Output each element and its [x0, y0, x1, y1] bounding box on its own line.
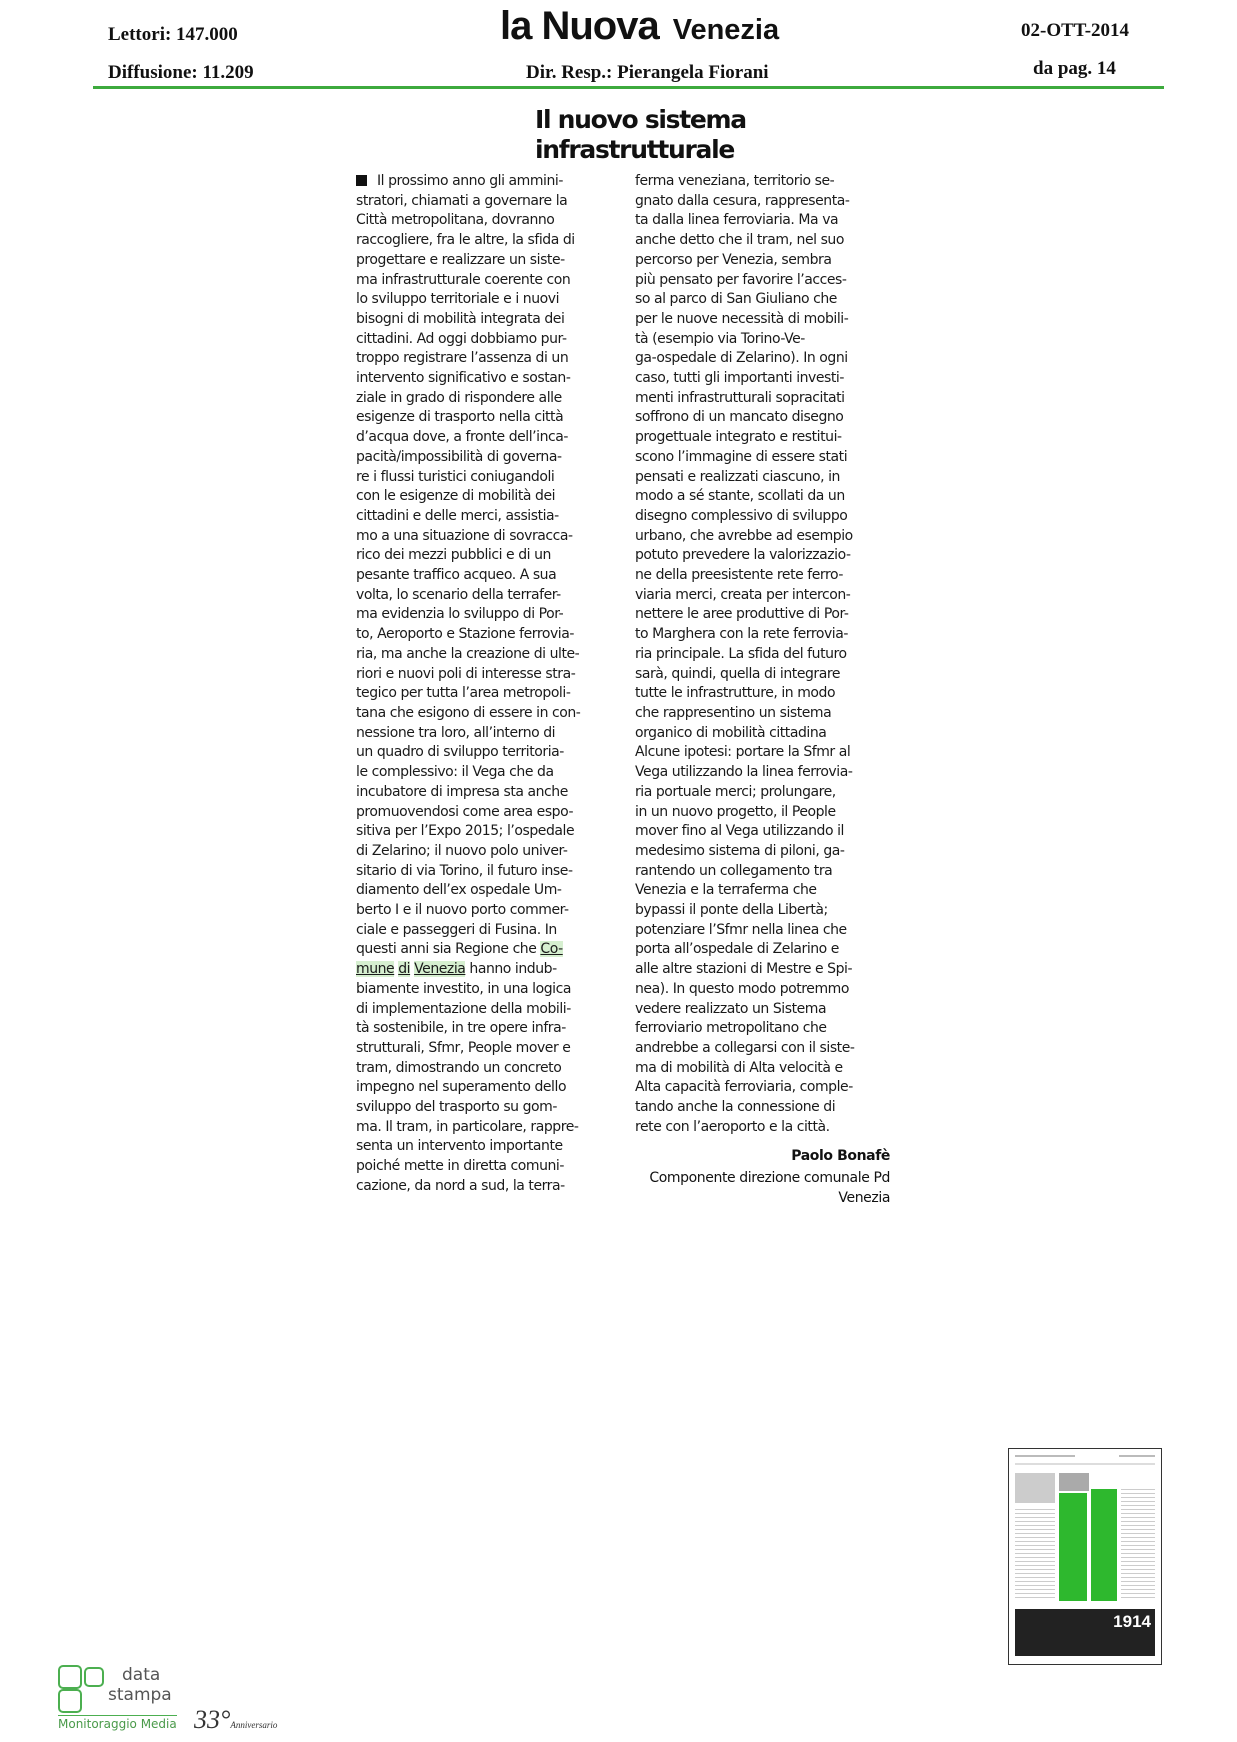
article-line: le complessivo: il Vega che da	[356, 764, 554, 781]
author-role-line-1: Componente direzione comunale Pd	[649, 1170, 890, 1186]
article-line: organico di mobilità cittadina	[635, 724, 827, 741]
title-line-2: infrastrutturale	[535, 135, 735, 164]
article-line: in un nuovo progetto, il People	[635, 803, 836, 820]
article-line: pacità/impossibilità di governa-	[356, 448, 562, 465]
article-line: ma infrastrutturale coerente con	[356, 271, 571, 288]
logo-tagline: Monitoraggio Media	[58, 1717, 177, 1731]
highlight-term: mune	[356, 961, 395, 978]
circulation-count: Diffusione: 11.209	[108, 62, 254, 83]
logo-word-stampa: stampa	[108, 1685, 172, 1705]
article-line: rete con l’aeroporto e la città.	[635, 1118, 830, 1135]
article-line: raccogliere, fra le altre, la sfida di	[356, 232, 575, 249]
article-line: riori e nuovi poli di interesse stra-	[356, 665, 576, 682]
article-line: ria principale. La sfida del futuro	[635, 645, 847, 662]
article-line: sitario di via Torino, il futuro inse-	[356, 862, 573, 879]
article-line: scono l’immagine di essere stati	[635, 448, 848, 465]
masthead	[500, 4, 779, 49]
article-line: troppo registrare l’assenza di un	[356, 350, 569, 367]
article-line: progettare e realizzare un siste-	[356, 251, 565, 268]
article-line: ferma veneziana, territorio se-	[635, 173, 835, 189]
article-line: intervento significativo e sostan-	[356, 370, 571, 387]
article-line: Alta capacità ferroviaria, comple-	[635, 1079, 853, 1096]
logo-square-icon	[84, 1667, 104, 1687]
article-line: to, Aeroporto e Stazione ferrovia-	[356, 626, 574, 643]
article-line: Il prossimo anno gli ammini-	[356, 172, 631, 192]
article-line: vedere realizzato un Sistema	[635, 1000, 827, 1017]
logo-square-icon	[58, 1689, 82, 1713]
article-line: re i flussi turistici coniugandoli	[356, 468, 555, 485]
article-column-2	[635, 172, 910, 1137]
highlight-term: Venezia	[414, 961, 466, 978]
article-line: incubatore di impresa sta anche	[356, 783, 568, 800]
article-line: ta dalla linea ferroviaria. Ma va	[635, 212, 839, 229]
logo-anniversary	[194, 1705, 277, 1735]
article-line: mover fino al Vega utilizzando il	[635, 823, 844, 840]
article-line: tando anche la connessione di	[635, 1099, 836, 1116]
article-line: tram, dimostrando un concreto	[356, 1059, 562, 1076]
article-line: ria portuale merci; prolungare,	[635, 783, 836, 800]
masthead-brand: la Nuova	[500, 4, 659, 48]
article-line: bypassi il ponte della Libertà;	[635, 902, 828, 919]
article-line: mo a una situazione di sovracca-	[356, 527, 573, 544]
article-line: bisogni di mobilità integrata dei	[356, 310, 565, 327]
article-line: anche detto che il tram, nel suo	[635, 232, 844, 249]
article-line: rantendo un collegamento tra	[635, 862, 833, 879]
anniversary-word: Anniversario	[230, 1720, 278, 1730]
article-line: rico dei mezzi pubblici e di un	[356, 547, 551, 564]
article-line: so al parco di San Giuliano che	[635, 291, 837, 308]
article-line: cazione, da nord a sud, la terra-	[356, 1177, 565, 1194]
article-line: porta all’ospedale di Zelarino e	[635, 941, 839, 958]
article-line: ne della preesistente rete ferro-	[635, 567, 843, 584]
article-line: disegno complessivo di sviluppo	[635, 507, 848, 524]
article-line: progettuale integrato e restitui-	[635, 429, 842, 446]
article-text: hanno indub-	[465, 961, 557, 978]
highlight-comune: Co-	[540, 941, 563, 958]
article-line: to Marghera con la rete ferrovia-	[635, 626, 848, 643]
article-line: urbano, che avrebbe ad esempio	[635, 527, 853, 544]
article-line: tana che esigono di essere in con-	[356, 704, 581, 721]
article-line: caso, tutti gli importanti investi-	[635, 370, 844, 387]
article-line: modo a sé stante, scollati da un	[635, 488, 845, 505]
article-line: pesante traffico acqueo. A sua	[356, 567, 557, 584]
article-line: ma evidenzia lo sviluppo di Por-	[356, 606, 564, 623]
issue-date: 02-OTT-2014	[1021, 20, 1130, 41]
article-line: d’acqua dove, a fronte dell’inca-	[356, 429, 569, 446]
article-line: andrebbe a collegarsi con il siste-	[635, 1039, 855, 1056]
article-line: ferroviario metropolitano che	[635, 1020, 827, 1037]
article-line: ma di mobilità di Alta velocità e	[635, 1059, 843, 1076]
article-line: ma. Il tram, in particolare, rappre-	[356, 1118, 579, 1135]
article-line: ciale e passeggeri di Fusina. In	[356, 921, 557, 938]
article-line: medesimo sistema di piloni, ga-	[635, 842, 845, 859]
masthead-city: Venezia	[672, 14, 780, 46]
logo-square-icon	[58, 1665, 82, 1689]
article-line: menti infrastrutturali sopracitati	[635, 389, 845, 406]
thumbnail-ad	[1015, 1609, 1155, 1656]
article-line: tutte le infrastrutture, in modo	[635, 685, 836, 702]
article-line: soffrono di un mancato disegno	[635, 409, 844, 426]
article-line: volta, lo scenario della terrafer-	[356, 586, 561, 603]
article-line: potuto prevedere la valorizzazio-	[635, 547, 851, 564]
article-line: nea). In questo modo potremmo	[635, 980, 849, 997]
article-line: strutturali, Sfmr, People mover e	[356, 1039, 571, 1056]
article-line: tà sostenibile, in tre opere infra-	[356, 1020, 566, 1037]
article-line: promuovendosi come area espo-	[356, 803, 574, 820]
article-line: ria, ma anche la creazione di ulte-	[356, 645, 580, 662]
article-column-1	[356, 172, 631, 1197]
article-line: che rappresentino un sistema	[635, 704, 832, 721]
article-line: diamento dell’ex ospedale Um-	[356, 882, 562, 899]
article-line: cittadini. Ad oggi dobbiamo pur-	[356, 330, 567, 347]
author-name: Paolo Bonafè	[791, 1148, 890, 1164]
article-line: impegno nel superamento dello	[356, 1079, 567, 1096]
article-line: biamente investito, in una logica	[356, 980, 571, 997]
bullet-square-icon	[356, 175, 367, 186]
article-line: ziale in grado di rispondere alle	[356, 389, 562, 406]
article-line: Venezia e la terraferma che	[635, 882, 817, 899]
article-line: pensati e realizzati ciascuno, in	[635, 468, 840, 485]
article-line: lo sviluppo territoriale e i nuovi	[356, 291, 560, 308]
article-line: viaria merci, creata per intercon-	[635, 586, 851, 603]
article-line: potenziare l’Sfmr nella linea che	[635, 921, 847, 938]
article-line: sviluppo del trasporto su gom-	[356, 1099, 557, 1116]
article-line: esigenze di trasporto nella città	[356, 409, 564, 426]
article-line: percorso per Venezia, sembra	[635, 251, 832, 268]
article-line: sitiva per l’Expo 2015; l’ospedale	[356, 823, 575, 840]
article-line: di implementazione della mobili-	[356, 1000, 571, 1017]
article-line: stratori, chiamati a governare la	[356, 192, 568, 209]
header-rule	[93, 86, 1164, 89]
readers-count: Lettori: 147.000	[108, 24, 238, 45]
article-line-highlighted	[356, 960, 631, 980]
title-line-1: Il nuovo sistema	[535, 105, 746, 134]
article-line: con le esigenze di mobilità dei	[356, 488, 556, 505]
highlight-term: di	[398, 961, 411, 978]
article-line: berto I e il nuovo porto commer-	[356, 902, 569, 919]
article-line: di Zelarino; il nuovo polo univer-	[356, 842, 568, 859]
article-line: Alcune ipotesi: portare la Sfmr al	[635, 744, 851, 761]
page-thumbnail	[1008, 1448, 1162, 1665]
article-line: Città metropolitana, dovranno	[356, 212, 555, 229]
article-line: senta un intervento importante	[356, 1138, 563, 1155]
article-line: più pensato per favorire l’acces-	[635, 271, 847, 288]
article-line: gnato dalla cesura, rappresenta-	[635, 192, 850, 209]
article-line: sarà, quindi, quella di integrare	[635, 665, 841, 682]
director-line: Dir. Resp.: Pierangela Fiorani	[526, 62, 769, 83]
article-line: tà (esempio via Torino-Ve-	[635, 330, 805, 347]
logo-word-data: data	[122, 1665, 161, 1685]
article-line: Vega utilizzando la linea ferrovia-	[635, 764, 853, 781]
article-line: nessione tra loro, all’interno di	[356, 724, 556, 741]
article-line: alle altre stazioni di Mestre e Spi-	[635, 961, 853, 978]
article-line: cittadini e delle merci, assistia-	[356, 507, 559, 524]
article-line: tegico per tutta l’area metropoli-	[356, 685, 571, 702]
article-line: ga-ospedale di Zelarino). In ogni	[635, 350, 848, 367]
anniversary-number: 33°	[194, 1705, 231, 1734]
article-title	[535, 105, 795, 165]
author-role-line-2: Venezia	[838, 1190, 890, 1206]
article-line: nettere le aree produttive di Por-	[635, 606, 849, 623]
article-line: per le nuove necessità di mobili-	[635, 310, 849, 327]
author-role	[600, 1168, 890, 1208]
article-line: poiché mette in diretta comuni-	[356, 1158, 564, 1175]
page-ref: da pag. 14	[1033, 58, 1116, 79]
article-line: questi anni sia Regione che Co-	[356, 941, 563, 958]
datastampa-logo	[58, 1665, 298, 1737]
thumbnail-ad-number: 1914	[1113, 1612, 1151, 1631]
article-line: un quadro di sviluppo territoria-	[356, 744, 564, 761]
